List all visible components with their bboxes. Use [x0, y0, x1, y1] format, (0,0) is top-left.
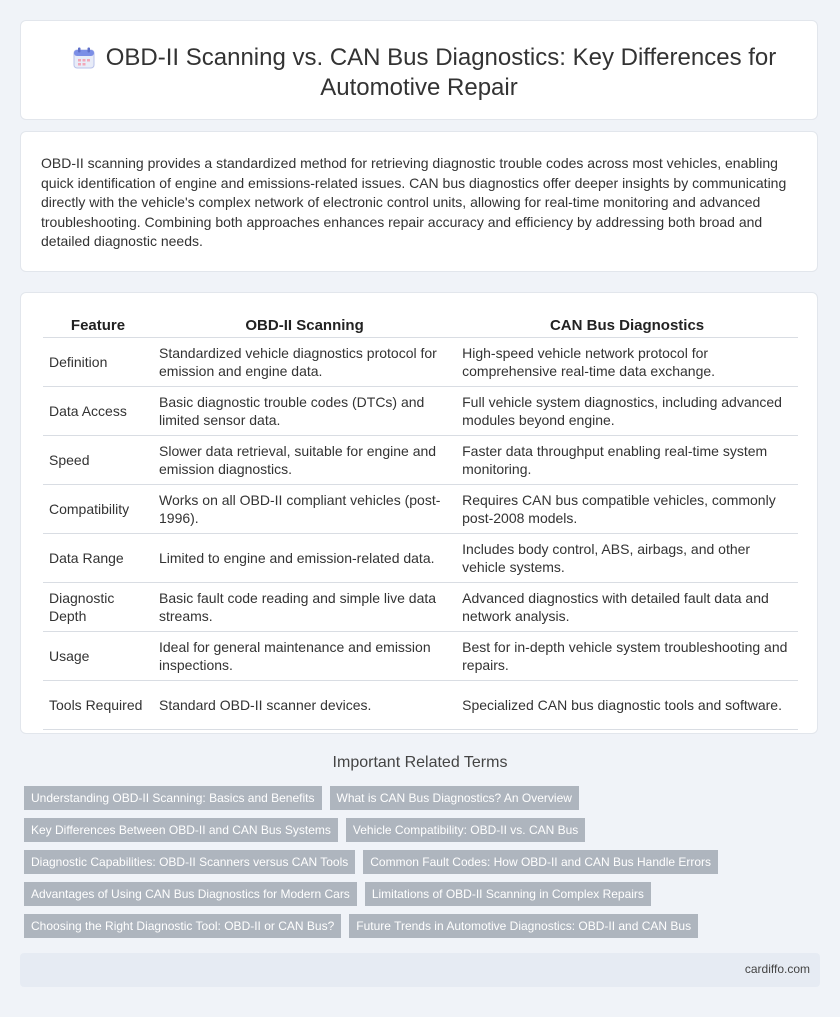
- cell-feature: Diagnostic Depth: [43, 583, 153, 632]
- cell-canbus: Full vehicle system diagnostics, including advanced modules beyond engine.: [456, 387, 798, 436]
- intro-paragraph: OBD-II scanning provides a standardized method for retrieving diagnostic trouble codes across most vehicles, enabling quick identification of engine and emissions-related issues. CAN bus diagnostics offer deeper insights by communicating directly with the vehicle's complex network of electronic control units, allowing for real-time monitoring and advanced troubleshooting. Combining both approaches enhances repair accuracy and efficiency by addressing both broad and detailed diagnostic needs.: [41, 155, 787, 250]
- related-term-link[interactable]: Understanding OBD-II Scanning: Basics and Benefits: [24, 786, 322, 810]
- related-term-link[interactable]: Future Trends in Automotive Diagnostics: OBD-II and CAN Bus: [349, 914, 698, 938]
- page-title: [21, 43, 817, 103]
- related-term-link[interactable]: Common Fault Codes: How OBD-II and CAN Bus Handle Errors: [363, 850, 718, 874]
- related-terms-list: [24, 786, 814, 946]
- header-canbus: CAN Bus Diagnostics: [456, 315, 798, 338]
- cell-canbus: Advanced diagnostics with detailed fault data and network analysis.: [456, 583, 798, 632]
- cell-feature: Definition: [43, 338, 153, 387]
- header-card: [20, 20, 818, 120]
- cell-canbus: Faster data throughput enabling real-time system monitoring.: [456, 436, 798, 485]
- related-terms-row: [24, 850, 814, 874]
- related-term-link[interactable]: What is CAN Bus Diagnostics? An Overview: [330, 786, 579, 810]
- related-terms-row: [24, 882, 814, 906]
- related-terms-title: Important Related Terms: [332, 754, 508, 771]
- page-title-line-2: Automotive Repair: [320, 74, 518, 101]
- cell-canbus: Includes body control, ABS, airbags, and other vehicle systems.: [456, 534, 798, 583]
- table-header-row: [43, 315, 798, 338]
- related-term-link[interactable]: Diagnostic Capabilities: OBD-II Scanners versus CAN Tools: [24, 850, 355, 874]
- footer: [20, 953, 820, 987]
- comparison-table-card: [20, 292, 818, 734]
- footer-site: cardiffo.com: [744, 962, 810, 976]
- related-terms-row: [24, 818, 814, 842]
- cell-obd2: Basic fault code reading and simple live data streams.: [153, 583, 456, 632]
- table-row: [43, 338, 798, 387]
- related-term-link[interactable]: Key Differences Between OBD-II and CAN Bus Systems: [24, 818, 338, 842]
- related-term-link[interactable]: Vehicle Compatibility: OBD-II vs. CAN Bus: [346, 818, 585, 842]
- table-row: [43, 436, 798, 485]
- table-row: [43, 534, 798, 583]
- cell-canbus: Best for in-depth vehicle system troubleshooting and repairs.: [456, 632, 798, 681]
- cell-feature: Compatibility: [43, 485, 153, 534]
- table-row: [43, 387, 798, 436]
- related-term-link[interactable]: Advantages of Using CAN Bus Diagnostics for Modern Cars: [24, 882, 357, 906]
- cell-feature: Usage: [43, 632, 153, 681]
- cell-feature: Data Access: [43, 387, 153, 436]
- page-title-line-1: OBD-II Scanning vs. CAN Bus Diagnostics: Key Differences for: [105, 44, 777, 71]
- cell-obd2: Standardized vehicle diagnostics protocol for emission and engine data.: [153, 338, 456, 387]
- table-row: [43, 632, 798, 681]
- cell-obd2: Basic diagnostic trouble codes (DTCs) and limited sensor data.: [153, 387, 456, 436]
- related-term-link[interactable]: Choosing the Right Diagnostic Tool: OBD-II or CAN Bus?: [24, 914, 341, 938]
- table-row: [43, 583, 798, 632]
- cell-feature: Tools Required: [43, 681, 153, 730]
- comparison-table: [43, 315, 798, 730]
- table-row: [43, 681, 798, 730]
- cell-canbus: High-speed vehicle network protocol for comprehensive real-time data exchange.: [456, 338, 798, 387]
- header-feature: Feature: [43, 315, 153, 338]
- related-terms-row: [24, 786, 814, 810]
- cell-obd2: Works on all OBD-II compliant vehicles (post-1996).: [153, 485, 456, 534]
- cell-obd2: Standard OBD-II scanner devices.: [153, 681, 456, 730]
- related-terms-row: [24, 914, 814, 938]
- cell-obd2: Limited to engine and emission-related data.: [153, 534, 456, 583]
- table-row: [43, 485, 798, 534]
- related-term-link[interactable]: Limitations of OBD-II Scanning in Complex Repairs: [365, 882, 651, 906]
- cell-canbus: Specialized CAN bus diagnostic tools and software.: [456, 681, 798, 730]
- cell-obd2: Slower data retrieval, suitable for engine and emission diagnostics.: [153, 436, 456, 485]
- cell-feature: Speed: [43, 436, 153, 485]
- cell-canbus: Requires CAN bus compatible vehicles, commonly post-2008 models.: [456, 485, 798, 534]
- header-obd2: OBD-II Scanning: [153, 315, 456, 338]
- intro-card: [20, 131, 818, 272]
- cell-feature: Data Range: [43, 534, 153, 583]
- cell-obd2: Ideal for general maintenance and emission inspections.: [153, 632, 456, 681]
